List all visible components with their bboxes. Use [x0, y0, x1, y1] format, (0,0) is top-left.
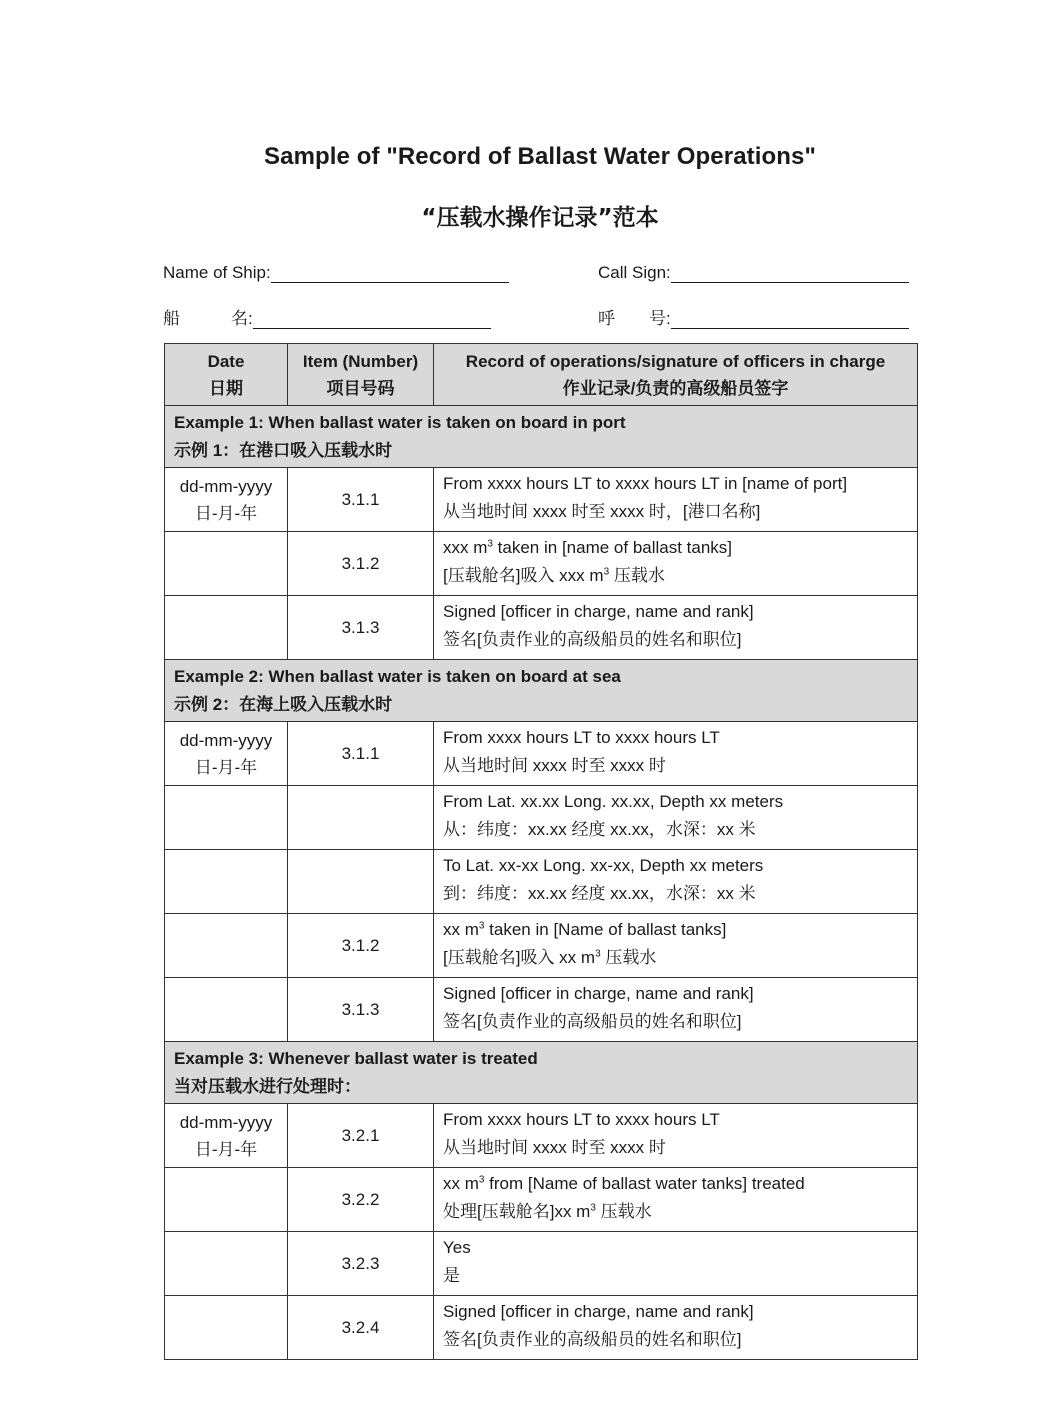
date-cell[interactable]	[165, 1104, 288, 1168]
record-cn: 签名[负责作业的高级船员的姓名和职位]	[443, 630, 742, 649]
record-en: From Lat. xx.xx Long. xx.xx, Depth xx meters	[443, 792, 784, 811]
record-en: From xxxx hours LT to xxxx hours LT	[443, 1110, 720, 1129]
section-header-row	[165, 406, 918, 468]
date-cell[interactable]	[165, 914, 288, 978]
date-cell[interactable]	[165, 1296, 288, 1360]
record-cell[interactable]	[434, 914, 918, 978]
section-header-row	[165, 660, 918, 722]
record-cn: 从当地时间 xxxx 时至 xxxx 时，[港口名称]	[443, 502, 761, 521]
table-row	[165, 722, 918, 786]
section-title-en: Example 3: Whenever ballast water is treated	[174, 1048, 538, 1068]
ship-name-cn-label: 船 名:	[163, 309, 253, 328]
superscript-3: 3	[478, 920, 485, 932]
record-cn: 从当地时间 xxxx 时至 xxxx 时	[443, 756, 666, 775]
date-cn: 日-月-年	[194, 757, 258, 777]
call-sign-label: Call Sign:	[598, 263, 671, 282]
section-title	[165, 660, 918, 722]
record-cn-text: 处理[压载舱名]xx m	[443, 1202, 591, 1221]
date-en: dd-mm-yyyy	[179, 1112, 273, 1132]
item-number-cell[interactable]: 3.2.2	[288, 1168, 434, 1232]
superscript-3: 3	[478, 1174, 485, 1186]
document-subtitle: “压载水操作记录”范本	[421, 205, 659, 231]
record-cell[interactable]	[434, 1232, 918, 1296]
item-number-cell[interactable]: 3.1.2	[288, 914, 434, 978]
header-date	[165, 344, 288, 406]
table-row	[165, 850, 918, 914]
header-date-cn: 日期	[209, 378, 243, 398]
section-title	[165, 1042, 918, 1104]
date-cell[interactable]	[165, 468, 288, 532]
header-record	[434, 344, 918, 406]
record-cell[interactable]	[434, 1296, 918, 1360]
item-number-cell[interactable]: 3.1.1	[288, 722, 434, 786]
date-cn: 日-月-年	[194, 503, 258, 523]
section-title-en: Example 2: When ballast water is taken on board at sea	[174, 666, 621, 686]
section-title-cn: 示例 2：在海上吸入压载水时	[174, 694, 393, 714]
date-cell[interactable]	[165, 978, 288, 1042]
record-cell[interactable]	[434, 596, 918, 660]
header-record-cn: 作业记录/负责的高级船员签字	[562, 378, 789, 398]
record-cell[interactable]	[434, 532, 918, 596]
date-cell[interactable]	[165, 722, 288, 786]
item-number-cell[interactable]: 3.2.3	[288, 1232, 434, 1296]
table-row	[165, 1296, 918, 1360]
header-record-en: Record of operations/signature of officers in charge	[465, 351, 886, 371]
superscript-3: 3	[590, 1202, 596, 1214]
record-cn-text: [压载舱名]吸入 xx m	[443, 948, 596, 967]
record-cell[interactable]	[434, 978, 918, 1042]
superscript-3: 3	[595, 948, 601, 960]
record-en: From xxxx hours LT to xxxx hours LT	[443, 728, 720, 747]
header-item	[288, 344, 434, 406]
item-number-cell[interactable]: 3.1.3	[288, 596, 434, 660]
header-date-en: Date	[207, 351, 245, 371]
call-sign-cn-field	[598, 304, 909, 329]
table-row	[165, 786, 918, 850]
item-number-cell[interactable]: 3.2.1	[288, 1104, 434, 1168]
ship-name-cn-blank[interactable]	[253, 308, 491, 329]
record-cn: 是	[443, 1266, 460, 1285]
record-en-text-rest: taken in [Name of ballast tanks]	[484, 920, 727, 939]
ship-name-blank[interactable]	[271, 262, 509, 283]
date-cell[interactable]	[165, 596, 288, 660]
table-row	[165, 1104, 918, 1168]
ship-name-cn-field	[163, 304, 491, 329]
ballast-record-table	[164, 343, 918, 1360]
header-item-cn: 项目号码	[326, 378, 395, 398]
date-cell[interactable]	[165, 1232, 288, 1296]
call-sign-field	[598, 262, 909, 283]
record-cn-text: [压载舱名]吸入 xxx m	[443, 566, 604, 585]
superscript-3: 3	[487, 538, 493, 550]
date-en: dd-mm-yyyy	[179, 476, 273, 496]
table-row	[165, 978, 918, 1042]
record-cell[interactable]	[434, 850, 918, 914]
header-item-en: Item (Number)	[302, 351, 419, 371]
section-title-en: Example 1: When ballast water is taken on board in port	[174, 412, 626, 432]
record-en-text-rest: from [Name of ballast water tanks] treated	[484, 1174, 805, 1193]
table-row	[165, 914, 918, 978]
record-en-text-rest: taken in [name of ballast tanks]	[492, 538, 733, 557]
record-en: Signed [officer in charge, name and rank]	[443, 602, 754, 621]
date-cell[interactable]	[165, 532, 288, 596]
section-title	[165, 406, 918, 468]
record-cn	[443, 944, 917, 972]
table-row	[165, 596, 918, 660]
record-en-text: xx m	[443, 920, 479, 939]
record-cn: 签名[负责作业的高级船员的姓名和职位]	[443, 1330, 742, 1349]
ship-name-label: Name of Ship:	[163, 263, 271, 282]
date-en: dd-mm-yyyy	[179, 730, 273, 750]
record-cn-text-rest: 压载水	[609, 566, 665, 585]
table-row	[165, 1232, 918, 1296]
record-cn: 到：纬度：xx.xx 经度 xx.xx，水深：xx 米	[443, 884, 756, 903]
record-cn: 从当地时间 xxxx 时至 xxxx 时	[443, 1138, 666, 1157]
item-number-cell[interactable]: 3.2.4	[288, 1296, 434, 1360]
record-cell[interactable]	[434, 722, 918, 786]
record-cn-text-rest: 压载水	[600, 948, 657, 967]
table-header-row	[165, 344, 918, 406]
record-en-text: xxx m	[443, 538, 488, 557]
section-title-cn: 当对压载水进行处理时：	[174, 1076, 361, 1096]
record-en	[443, 534, 917, 562]
record-en: To Lat. xx-xx Long. xx-xx, Depth xx meters	[443, 856, 764, 875]
record-en: From xxxx hours LT to xxxx hours LT in [name of port]	[443, 474, 848, 493]
record-en-text: xx m	[443, 1174, 479, 1193]
ship-name-field	[163, 262, 509, 283]
item-number-cell[interactable]	[288, 786, 434, 850]
call-sign-cn-label: 呼 号:	[598, 309, 671, 328]
date-cell[interactable]	[165, 1168, 288, 1232]
table-body	[165, 406, 918, 1360]
record-en: Yes	[443, 1238, 471, 1257]
item-number-cell[interactable]: 3.1.1	[288, 468, 434, 532]
record-cn: 签名[负责作业的高级船员的姓名和职位]	[443, 1012, 742, 1031]
date-cell[interactable]	[165, 786, 288, 850]
section-header-row	[165, 1042, 918, 1104]
item-number-cell[interactable]	[288, 850, 434, 914]
record-cn-text-rest: 压载水	[595, 1202, 652, 1221]
record-cell[interactable]	[434, 786, 918, 850]
document-title: Sample of "Record of Ballast Water Operations"	[264, 143, 816, 170]
record-en	[443, 1170, 917, 1198]
record-cell[interactable]	[434, 1104, 918, 1168]
item-number-cell[interactable]: 3.1.2	[288, 532, 434, 596]
table-row	[165, 468, 918, 532]
table-row	[165, 1168, 918, 1232]
record-cn: 从：纬度：xx.xx 经度 xx.xx，水深：xx 米	[443, 820, 756, 839]
section-title-cn: 示例 1：在港口吸入压载水时	[174, 440, 393, 460]
record-en: Signed [officer in charge, name and rank]	[443, 984, 754, 1003]
item-number-cell[interactable]: 3.1.3	[288, 978, 434, 1042]
record-cell[interactable]	[434, 468, 918, 532]
date-cn: 日-月-年	[194, 1139, 258, 1159]
table-row	[165, 532, 918, 596]
call-sign-blank[interactable]	[671, 262, 909, 283]
record-en	[443, 916, 917, 944]
record-en: Signed [officer in charge, name and rank]	[443, 1302, 754, 1321]
date-cell[interactable]	[165, 850, 288, 914]
record-cn	[443, 562, 917, 590]
superscript-3: 3	[603, 566, 610, 578]
record-cn	[443, 1198, 917, 1226]
record-cell[interactable]	[434, 1168, 918, 1232]
call-sign-cn-blank[interactable]	[671, 308, 909, 329]
